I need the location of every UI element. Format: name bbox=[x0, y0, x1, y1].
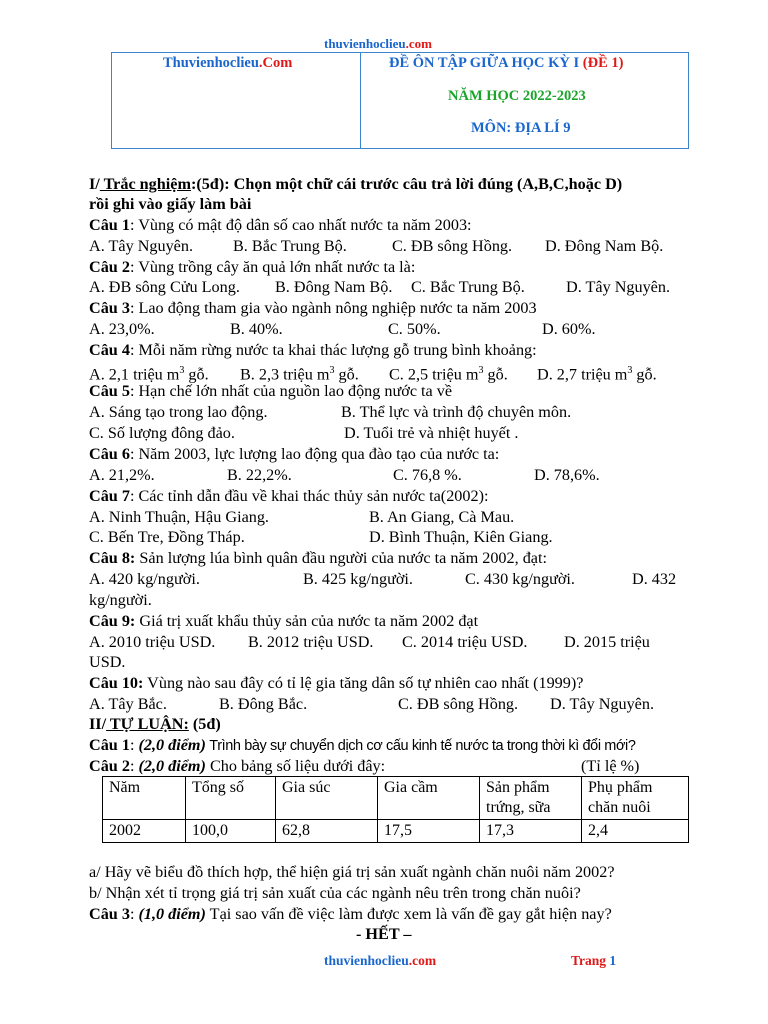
q1-option-c: C. ĐB sông Hồng. bbox=[392, 237, 513, 255]
q5-label: Câu 5 bbox=[89, 382, 130, 400]
section1-heading bbox=[89, 174, 622, 194]
q1-label: Câu 1 bbox=[89, 216, 130, 234]
q4-text: : Mỗi năm rừng nước ta khai thác lượng gỗ trung bình khoảng: bbox=[129, 341, 537, 359]
footer-site-name bbox=[324, 953, 436, 969]
q3-option-c: C. 50%. bbox=[388, 320, 441, 338]
q3-label: Câu 3 bbox=[89, 299, 130, 317]
footer-site-suffix: .com bbox=[408, 953, 437, 968]
essay-q1-points: (2,0 điểm) bbox=[138, 736, 206, 754]
q6-text: : Năm 2003, lực lượng lao động qua đào tạo của nước ta: bbox=[129, 445, 500, 463]
essay-q1-label: Câu 1 bbox=[89, 736, 130, 754]
cell-total: 100,0 bbox=[186, 820, 276, 843]
essay-question-1 bbox=[89, 735, 636, 756]
essay-q2-text: Cho bảng số liệu dưới đây: bbox=[205, 757, 386, 775]
q9-option-a: A. 2010 triệu USD. bbox=[89, 633, 216, 651]
q7-option-b: B. An Giang, Cà Mau. bbox=[369, 508, 515, 526]
q9-option-d-continued: USD. bbox=[89, 653, 126, 671]
top-site-name bbox=[324, 36, 432, 52]
essay-q1-colon: : bbox=[129, 736, 139, 754]
th-poultry: Gia cầm bbox=[378, 777, 480, 820]
q2-label: Câu 2 bbox=[89, 258, 130, 276]
question-1 bbox=[89, 215, 472, 235]
cell-year: 2002 bbox=[103, 820, 186, 843]
q8-option-a: A. 420 kg/người. bbox=[89, 570, 200, 588]
q5-option-a: A. Sáng tạo trong lao động. bbox=[89, 403, 268, 421]
q10-option-d: D. Tây Nguyên. bbox=[550, 695, 655, 713]
q9-option-d: D. 2015 triệu bbox=[564, 633, 650, 651]
q10-text: Vùng nào sau đây có tỉ lệ gia tăng dân số tự nhiên cao nhất (1999)? bbox=[143, 674, 584, 692]
footer-site-prefix: thuvienhoclieu bbox=[324, 953, 409, 968]
essay-question-3 bbox=[89, 904, 612, 924]
section1-prefix: I/ bbox=[89, 175, 100, 193]
page-label: Trang bbox=[571, 953, 607, 968]
q10-option-b: B. Đông Bắc. bbox=[219, 695, 308, 713]
q4-option-d: D. 2,7 triệu $m^3$ gỗ. bbox=[537, 365, 657, 384]
subject: MÔN: ĐỊA LÍ 9 bbox=[471, 120, 571, 136]
th-total: Tổng số bbox=[186, 777, 276, 820]
question-8 bbox=[89, 548, 547, 568]
cell-cattle: 62,8 bbox=[276, 820, 378, 843]
cell-byproducts: 2,4 bbox=[582, 820, 689, 843]
exam-title-text: ĐỀ ÔN TẬP GIỮA HỌC KỲ I bbox=[389, 55, 580, 71]
section1-instruction: : Chọn một chữ cái trước câu trả lời đúng (A,B,C,hoặc D) bbox=[224, 175, 623, 193]
left-brand-name: Thuvienhoclieu bbox=[163, 55, 259, 71]
q7-label: Câu 7 bbox=[89, 487, 130, 505]
page-number-value: 1 bbox=[609, 953, 617, 968]
q6-option-a: A. 21,2%. bbox=[89, 466, 155, 484]
question-3 bbox=[89, 298, 537, 318]
q1-option-d: D. Đông Nam Bộ. bbox=[545, 237, 664, 255]
q10-option-c: C. ĐB sông Hồng. bbox=[398, 695, 519, 713]
q5-option-d: D. Tuổi trẻ và nhiệt huyết . bbox=[344, 424, 519, 442]
q8-text: Sản lượng lúa bình quân đầu người của nước ta năm 2002, đạt: bbox=[135, 549, 547, 567]
question-9 bbox=[89, 611, 478, 631]
school-year: NĂM HỌC 2022-2023 bbox=[448, 88, 586, 104]
th-eggs-milk: Sản phẩm trứng, sữa bbox=[480, 777, 582, 820]
q2-option-d: D. Tây Nguyên. bbox=[566, 278, 671, 296]
q3-option-b: B. 40%. bbox=[230, 320, 283, 338]
question-2 bbox=[89, 257, 415, 277]
left-brand-suffix: .Com bbox=[258, 55, 293, 71]
essay-q1-text: Trình bày sự chuyển dịch cơ cấu kinh tế nước ta trong thời kì đổi mới? bbox=[205, 738, 636, 754]
th-cattle: Gia súc bbox=[276, 777, 378, 820]
table-header-row bbox=[103, 777, 689, 820]
essay-q3-points: (1,0 điểm) bbox=[138, 905, 206, 923]
essay-question-2 bbox=[89, 756, 385, 776]
q5-option-b: B. Thể lực và trình độ chuyên môn. bbox=[341, 403, 572, 421]
q4-option-a: A. 2,1 triệu $m^3$ gỗ. bbox=[89, 365, 209, 384]
q6-label: Câu 6 bbox=[89, 445, 130, 463]
exam-number: (ĐỀ 1) bbox=[582, 55, 624, 71]
q2-option-c: C. Bắc Trung Bộ. bbox=[411, 278, 525, 296]
essay-q2-part-b: b/ Nhận xét tỉ trọng giá trị sản xuất của các ngành nêu trên trong chăn nuôi? bbox=[89, 884, 581, 902]
q9-text: Giá trị xuất khẩu thủy sản của nước ta năm 2002 đạt bbox=[135, 612, 479, 630]
th-byproducts: Phụ phẩm chăn nuôi bbox=[582, 777, 689, 820]
q9-option-b: B. 2012 triệu USD. bbox=[248, 633, 374, 651]
section2-heading bbox=[89, 714, 221, 734]
left-brand bbox=[163, 55, 292, 72]
q7-option-a: A. Ninh Thuận, Hậu Giang. bbox=[89, 508, 269, 526]
page-number bbox=[571, 953, 616, 969]
top-site-prefix: thuvienhoclieu bbox=[324, 36, 406, 51]
q1-option-b: B. Bắc Trung Bộ. bbox=[233, 237, 347, 255]
q1-option-a: A. Tây Nguyên. bbox=[89, 237, 194, 255]
table-unit: (Tỉ lệ %) bbox=[581, 757, 640, 775]
q8-option-d-continued: kg/người. bbox=[89, 591, 152, 609]
th-year: Năm bbox=[103, 777, 186, 820]
q1-text: : Vùng có mật độ dân số cao nhất nước ta năm 2003: bbox=[129, 216, 472, 234]
q8-option-c: C. 430 kg/người. bbox=[465, 570, 575, 588]
q2-option-a: A. ĐB sông Cửu Long. bbox=[89, 278, 240, 296]
section2-prefix: II/ bbox=[89, 715, 107, 733]
q3-option-d: D. 60%. bbox=[542, 320, 596, 338]
question-7 bbox=[89, 486, 488, 506]
q6-option-c: C. 76,8 %. bbox=[393, 466, 462, 484]
question-6 bbox=[89, 444, 499, 464]
q8-option-b: B. 425 kg/người. bbox=[303, 570, 413, 588]
livestock-table bbox=[102, 776, 689, 843]
essay-q2-colon: : bbox=[129, 757, 139, 775]
end-marker: - HẾT – bbox=[356, 925, 412, 943]
q4-option-c: C. 2,5 triệu $m^3$ gỗ. bbox=[389, 365, 508, 384]
essay-q2-part-a: a/ Hãy vẽ biểu đồ thích hợp, thể hiện giá trị sản xuất ngành chăn nuôi năm 2002? bbox=[89, 863, 615, 881]
question-10 bbox=[89, 673, 583, 693]
section1-points: :(5đ) bbox=[190, 175, 225, 193]
q8-option-d: D. 432 bbox=[632, 570, 677, 588]
q3-option-a: A. 23,0%. bbox=[89, 320, 155, 338]
q6-option-b: B. 22,2%. bbox=[227, 466, 292, 484]
q7-option-c: C. Bến Tre, Đồng Tháp. bbox=[89, 528, 245, 546]
q7-text: : Các tỉnh dẫn đầu về khai thác thủy sản nước ta(2002): bbox=[129, 487, 489, 505]
q8-label: Câu 8: bbox=[89, 549, 136, 567]
q2-option-b: B. Đông Nam Bộ. bbox=[275, 278, 393, 296]
top-site-suffix: .com bbox=[405, 36, 432, 51]
header-divider bbox=[360, 53, 361, 148]
section1-title: Trắc nghiệm bbox=[99, 175, 191, 193]
section2-points: (5đ) bbox=[188, 715, 221, 733]
q2-text: : Vùng trồng cây ăn quả lớn nhất nước ta là: bbox=[129, 258, 416, 276]
q10-label: Câu 10: bbox=[89, 674, 144, 692]
essay-q3-colon: : bbox=[129, 905, 139, 923]
q10-option-a: A. Tây Bắc. bbox=[89, 695, 167, 713]
q9-label: Câu 9: bbox=[89, 612, 136, 630]
cell-eggs-milk: 17,3 bbox=[480, 820, 582, 843]
exam-title bbox=[389, 55, 623, 72]
q9-option-c: C. 2014 triệu USD. bbox=[402, 633, 528, 651]
question-4 bbox=[89, 340, 537, 360]
essay-q2-points: (2,0 điểm) bbox=[138, 757, 206, 775]
essay-q3-text: Tại sao vấn đề việc làm được xem là vấn đề gay gắt hiện nay? bbox=[205, 905, 612, 923]
essay-q3-label: Câu 3 bbox=[89, 905, 130, 923]
q7-option-d: D. Bình Thuận, Kiên Giang. bbox=[369, 528, 553, 546]
q4-option-b: B. 2,3 triệu $m^3$ gỗ. bbox=[240, 365, 359, 384]
q4-label: Câu 4 bbox=[89, 341, 130, 359]
section2-title: TỰ LUẬN: bbox=[106, 715, 189, 733]
section1-instruction-line2: rồi ghi vào giấy làm bài bbox=[89, 195, 252, 213]
q5-option-c: C. Số lượng đông đảo. bbox=[89, 424, 235, 442]
cell-poultry: 17,5 bbox=[378, 820, 480, 843]
q5-text: : Hạn chế lớn nhất của nguồn lao động nước ta về bbox=[129, 382, 453, 400]
q6-option-d: D. 78,6%. bbox=[534, 466, 600, 484]
question-5 bbox=[89, 381, 452, 401]
q3-text: : Lao động tham gia vào ngành nông nghiệp nước ta năm 2003 bbox=[129, 299, 537, 317]
table-row bbox=[103, 820, 689, 843]
essay-q2-label: Câu 2 bbox=[89, 757, 130, 775]
